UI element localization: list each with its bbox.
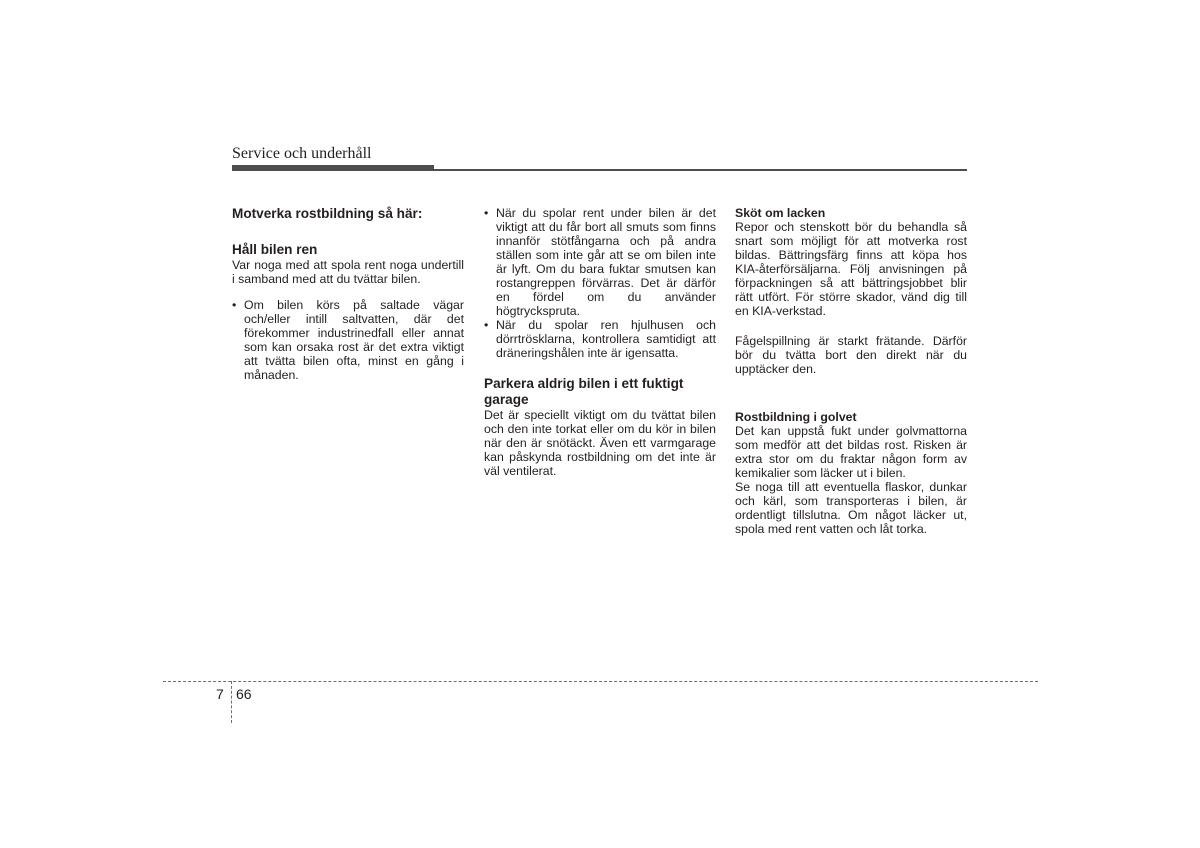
sub-heading-garage: Parkera aldrig bilen i ett fuktigt garage	[484, 376, 684, 407]
column-1	[232, 206, 464, 382]
paragraph-keep-clean: Var noga med att spola rent noga undertill i samband med att du tvättar bilen.	[232, 258, 464, 286]
list-item-text: Om bilen körs på saltade vägar och/eller intill saltvatten, där det förekommer industrinedfall eller annat som kan orsaka rost är det extra viktigt att tvätta bilen ofta, minst en gång i månaden.	[244, 298, 464, 382]
column-3	[735, 206, 967, 536]
column-2	[484, 206, 716, 478]
section-heading-rust-prevention: Motverka rostbildning så här:	[232, 206, 423, 221]
list-item	[484, 318, 716, 360]
bullet-icon: •	[484, 318, 489, 332]
bullet-icon: •	[484, 206, 489, 220]
paragraph-containers: Se noga till att eventuella flaskor, dunkar och kärl, som transporteras i bilen, är ordentligt tillslutna. Om något läcker ut, spola med rent vatten och låt torka.	[735, 480, 967, 536]
list-item	[232, 298, 464, 382]
paragraph-paint-care: Repor och stenskott bör du behandla så snart som möjligt för att motverka rost bildas. Bättringsfärg finns att köpa hos KIA-återförsäljarna. Följ anvisningen på förpackningen så att bättringsjobbet blir rätt utfört. För större skador, vänd dig till en KIA-verkstad.	[735, 220, 967, 318]
list-item-text: När du spolar rent under bilen är det viktigt att du får bort all smuts som finns innanför stötfångarna och på andra ställen som inte går att se om bilen inte är lyft. Om du bara fuktar smutsen kan rostangreppen förvärras. Det är därför en fördel om du använder högtryckspruta.	[496, 206, 716, 318]
chapter-number: 7	[216, 686, 224, 702]
paragraph-floor-moisture: Det kan uppstå fukt under golvmattorna som medför att det bildas rost. Risken är extra stor om du fraktar någon form av kemikalier som läcker ut i bilen.	[735, 424, 967, 480]
list-item	[484, 206, 716, 318]
sub-heading-floor-rust: Rostbildning i golvet	[735, 410, 857, 424]
sub-heading-keep-clean: Håll bilen ren	[232, 242, 318, 257]
paragraph-garage: Det är speciellt viktigt om du tvättat bilen och den inte torkat eller om du kör in bilen när den är snötäckt. Även ett varmgarage kan påskynda rostbildning om det inte är väl ventilerat.	[484, 408, 716, 478]
list-item-text: När du spolar ren hjulhusen och dörrtrösklarna, kontrollera samtidigt att dräneringshålen inte är igensatta.	[496, 318, 716, 360]
paragraph-bird-droppings: Fågelspillning är starkt frätande. Därför bör du tvätta bort den direkt när du upptäcker den.	[735, 334, 967, 376]
bullet-icon: •	[232, 298, 237, 312]
header-rule-thin	[434, 169, 967, 171]
header-rule-thick	[232, 165, 434, 171]
footer-divider	[231, 681, 232, 723]
footer-rule	[163, 681, 1038, 682]
page-header-title: Service och underhåll	[232, 145, 372, 162]
sub-heading-paint-care: Sköt om lacken	[735, 206, 826, 220]
page-number: 66	[236, 686, 252, 702]
